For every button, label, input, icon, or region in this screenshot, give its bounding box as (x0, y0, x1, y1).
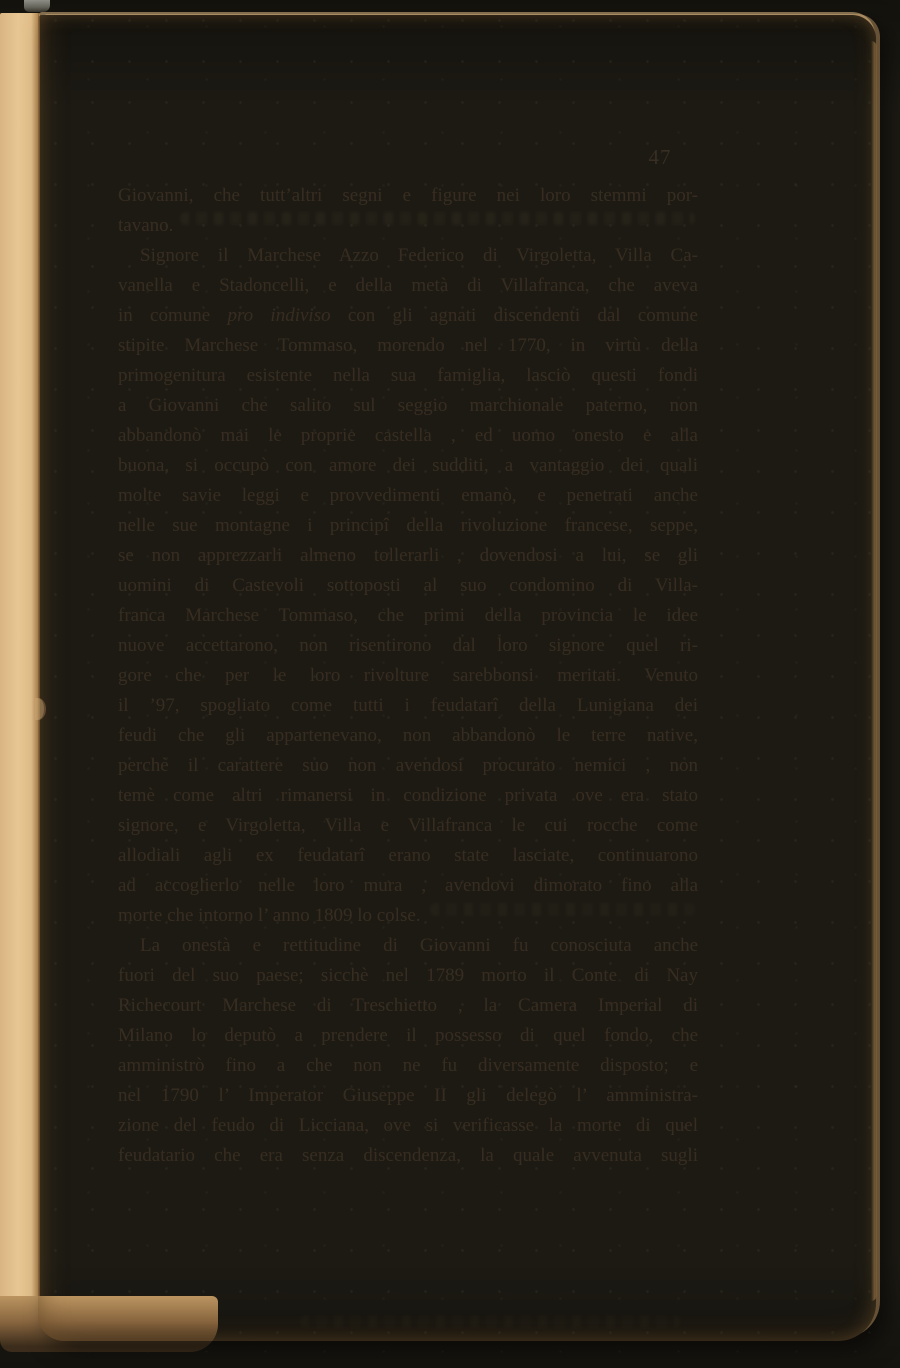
text-line: molte savie leggi e provvedimenti emanò, e penetrati anche (118, 485, 698, 506)
text-line: Milano lo deputò a prendere il possesso di quel fondo, che (118, 1025, 698, 1046)
text-line: amministrò fino a che non ne fu diversamente disposto; e (118, 1055, 698, 1076)
text-line: nelle sue montagne i principî della rivoluzione francese, seppe, (118, 515, 698, 536)
text-line: stipite Marchese Tommaso, morendo nel 1770, in virtù della (118, 335, 698, 356)
text-line: uomini di Castevoli sottoposti al suo condomino di Villa- (118, 575, 698, 596)
book-page (38, 15, 876, 1341)
text-line: feudi che gli appartenevano, non abbandonò le terre native, (118, 725, 698, 746)
text-line: vanella e Stadoncelli, e della metà di Villafranca, che aveva (118, 275, 698, 296)
text-line: a Giovanni che salito sul seggio marchionale paterno, non (118, 395, 698, 416)
text-line: zione del feudo di Licciana, ove si verificasse la morte di quel (118, 1115, 698, 1136)
text-line: morte che intorno l’ anno 1809 lo colse. (118, 905, 421, 926)
text-line: il ’97, spogliato come tutti i feudatarî della Lunigiana dei (118, 695, 698, 716)
scanner-spine-artifact (24, 0, 50, 12)
text-line: buona, si occupò con amore dei sudditi, a vantaggio dei quali (118, 455, 698, 476)
page-edge-notch (35, 698, 46, 720)
text-line: in comune pro indiviso con gli agnati discendenti dal comune (118, 305, 698, 326)
text-line: Signore il Marchese Azzo Federico di Virgoletta, Villa Ca- (140, 245, 698, 266)
text-line: allodiali agli ex feudatarî erano state lasciate, continuarono (118, 845, 698, 866)
bleed-through-artifact (300, 1315, 680, 1328)
text-line: fuori del suo paese; sicchè nel 1789 morto il Conte di Nay (118, 965, 698, 986)
page-number: 47 (648, 145, 672, 169)
text-line: franca Marchese Tommaso, che primi della provincia le idee (118, 605, 698, 626)
text-line: nuove accettarono, non risentirono dal loro signore quel ri- (118, 635, 698, 656)
text-line: La onestà e rettitudine di Giovanni fu conosciuta anche (140, 935, 698, 956)
text-line: Richecourt Marchese di Treschietto , la Camera Imperial di (118, 995, 698, 1016)
text-line: nel 1790 l’ Imperator Giuseppe II gli delegò l’ amministra- (118, 1085, 698, 1106)
text-line: ad accoglierlo nelle loro mura , avendovi dimorato fino alla (118, 875, 698, 896)
text-line: signore, e Virgoletta, Villa e Villafranca le cui rocche come (118, 815, 698, 836)
text-line: perchè il carattere suo non avendosi procurato nemici , non (118, 755, 698, 776)
previous-page-edge (0, 13, 40, 1335)
text-line: gore che per le loro rivolture sarebbonsi meritati. Venuto (118, 665, 698, 686)
text-line: primogenitura esistente nella sua famiglia, lasciò questi fondi (118, 365, 698, 386)
text-block (118, 181, 698, 1171)
text-line: feudatario che era senza discendenza, la quale avvenuta sugli (118, 1145, 698, 1166)
text-line: se non apprezzarli almeno tollerarli , dovendosi a lui, se gli (118, 545, 698, 566)
text-line: Giovanni, che tutt’altri segni e figure nei loro stemmi por- (118, 185, 698, 206)
text-line: temè come altri rimanersi in condizione privata ove era stato (118, 785, 698, 806)
text-line: tavano. (118, 215, 174, 236)
text-line: abbandonò mai le proprie castella , ed uomo onesto e alla (118, 425, 698, 446)
